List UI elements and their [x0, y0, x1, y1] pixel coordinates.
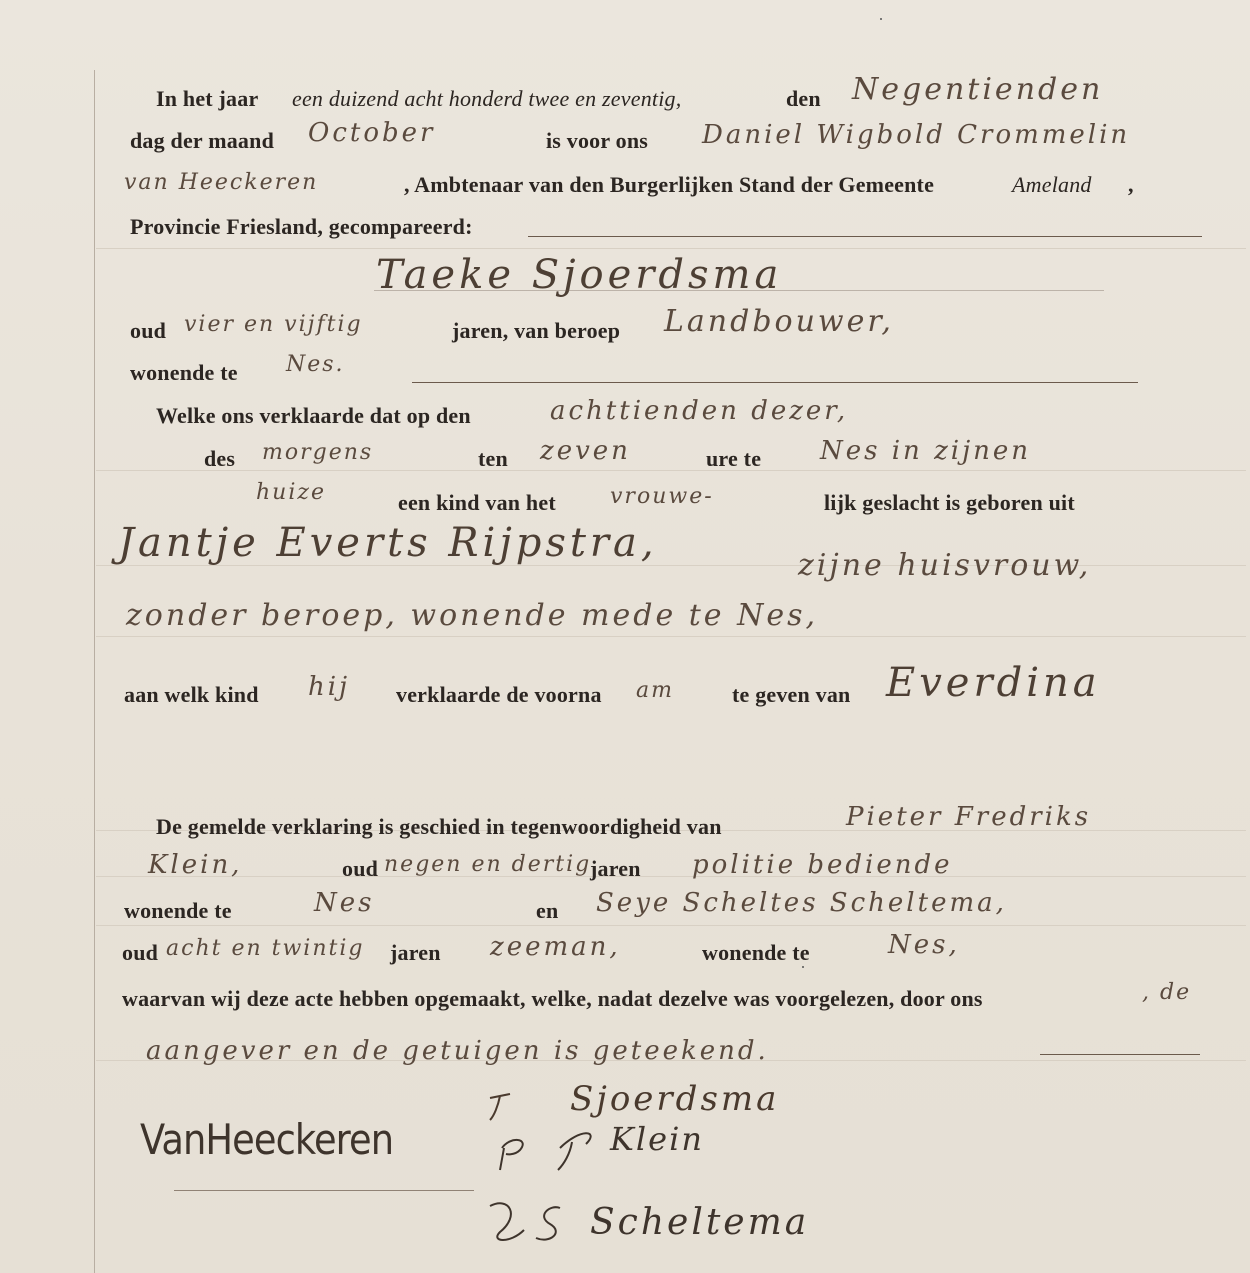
- svg-text:Scheltema: Scheltema: [590, 1202, 810, 1243]
- svg-text:Klein: Klein: [610, 1120, 704, 1158]
- printed-text-italic: Ameland: [1012, 172, 1092, 197]
- printed-text: te geven van: [732, 682, 851, 707]
- signature-klein: [490, 1108, 790, 1178]
- printed-text: oud: [342, 856, 379, 881]
- printed-text: Welke ons verklaarde dat op den: [156, 403, 471, 428]
- svg-text:Sjoerdsma: Sjoerdsma: [570, 1079, 780, 1119]
- handwritten-mother-occupation: zonder beroep, wonende mede te Nes,: [126, 598, 819, 633]
- printed-text: De gemelde verklaring is geschied in tegenwoordigheid van: [156, 814, 722, 839]
- printed-text-italic: een duizend acht honderd twee en zeventig,: [292, 86, 682, 111]
- handwritten-witness1-residence: Nes: [314, 888, 375, 918]
- handwritten-month: October: [308, 118, 436, 148]
- handwritten-mother-relation: zijne huisvrouw,: [798, 548, 1092, 583]
- printed-text: wonende te: [124, 898, 232, 923]
- printed-text: jaren: [590, 856, 641, 881]
- handwritten-age: vier en vijftig: [184, 312, 363, 337]
- handwritten-am: am: [636, 678, 674, 703]
- handwritten-child-name: Everdina: [886, 660, 1101, 706]
- printed-text: is voor ons: [546, 128, 649, 153]
- handwritten-declarant: Taeke Sjoerdsma: [376, 252, 783, 298]
- handwritten-closing: aangever en de getuigen is geteekend.: [146, 1036, 769, 1066]
- printed-text: jaren: [390, 940, 441, 965]
- handwritten-time: morgens: [262, 440, 374, 465]
- ruled-line: [96, 248, 1246, 249]
- paper-speck: [880, 18, 882, 20]
- handwritten-witness2-residence: Nes,: [888, 930, 960, 960]
- handwritten-hij: hij: [308, 672, 351, 702]
- underline-stroke: [174, 1190, 474, 1191]
- handwritten-occupation: Landbouwer,: [664, 304, 894, 339]
- handwritten-closing: , de: [1142, 980, 1192, 1005]
- handwritten-witness1-age: negen en dertig: [384, 852, 592, 877]
- handwritten-place: Nes in zijnen: [820, 436, 1032, 466]
- signature-heeckeren: [140, 1108, 450, 1168]
- fill-line: [528, 236, 1202, 237]
- printed-text: verklaarde de voorna: [396, 682, 602, 707]
- printed-text: aan welk kind: [124, 682, 259, 707]
- printed-text: wonende te: [130, 360, 238, 385]
- printed-text: en: [536, 898, 559, 923]
- handwritten-official: Daniel Wigbold Crommelin: [702, 120, 1131, 150]
- printed-text: lijk geslacht is geboren uit: [824, 490, 1075, 515]
- handwritten-place: huize: [256, 480, 326, 505]
- fill-line: [412, 382, 1138, 383]
- handwritten-birthday: achttienden dezer,: [550, 396, 849, 426]
- printed-text: , Ambtenaar van den Burgerlijken Stand der Gemeente: [404, 172, 935, 197]
- printed-text: Provincie Friesland, gecompareerd:: [130, 214, 473, 239]
- printed-text: wonende te: [702, 940, 810, 965]
- ruled-line: [96, 470, 1246, 471]
- handwritten-witness1-occupation: politie bediende: [692, 850, 953, 880]
- printed-text: ,: [1128, 172, 1134, 197]
- handwritten-day: Negentienden: [852, 72, 1104, 107]
- printed-text: dag der maand: [130, 128, 274, 153]
- printed-text: een kind van het: [398, 490, 556, 515]
- printed-text: oud: [122, 940, 159, 965]
- fill-line: [374, 290, 1104, 291]
- handwritten-witness2-age: acht en twintig: [166, 936, 365, 961]
- fill-line: [1040, 1054, 1200, 1055]
- margin-rule: [94, 70, 95, 1273]
- ruled-line: [96, 876, 1246, 877]
- handwritten-official: van Heeckeren: [124, 170, 319, 195]
- printed-text: In het jaar: [156, 86, 259, 111]
- ruled-line: [96, 925, 1246, 926]
- printed-text: oud: [130, 318, 167, 343]
- printed-text: des: [204, 446, 236, 471]
- printed-text: ten: [478, 446, 508, 471]
- handwritten-witness2-occupation: zeeman,: [490, 932, 621, 962]
- handwritten-sex: vrouwe-: [610, 484, 714, 509]
- printed-text: waarvan wij deze acte hebben opgemaakt, welke, nadat dezelve was voorgelezen, door ons: [122, 986, 983, 1011]
- handwritten-mother: Jantje Everts Rijpstra,: [118, 520, 658, 566]
- handwritten-witness2: Seye Scheltes Scheltema,: [596, 888, 1007, 918]
- handwritten-witness1: Pieter Fredriks: [846, 802, 1092, 832]
- ruled-line: [96, 636, 1246, 637]
- signature-scheltema: [480, 1186, 920, 1256]
- printed-text: ure te: [706, 446, 762, 471]
- svg-text:VanHeeckeren: VanHeeckeren: [140, 1115, 394, 1165]
- paper-speck: [802, 966, 804, 968]
- printed-text: den: [786, 86, 821, 111]
- printed-text: jaren, van beroep: [452, 318, 621, 343]
- handwritten-witness1: Klein,: [148, 850, 243, 880]
- handwritten-hour: zeven: [540, 436, 631, 466]
- handwritten-residence: Nes.: [286, 352, 345, 377]
